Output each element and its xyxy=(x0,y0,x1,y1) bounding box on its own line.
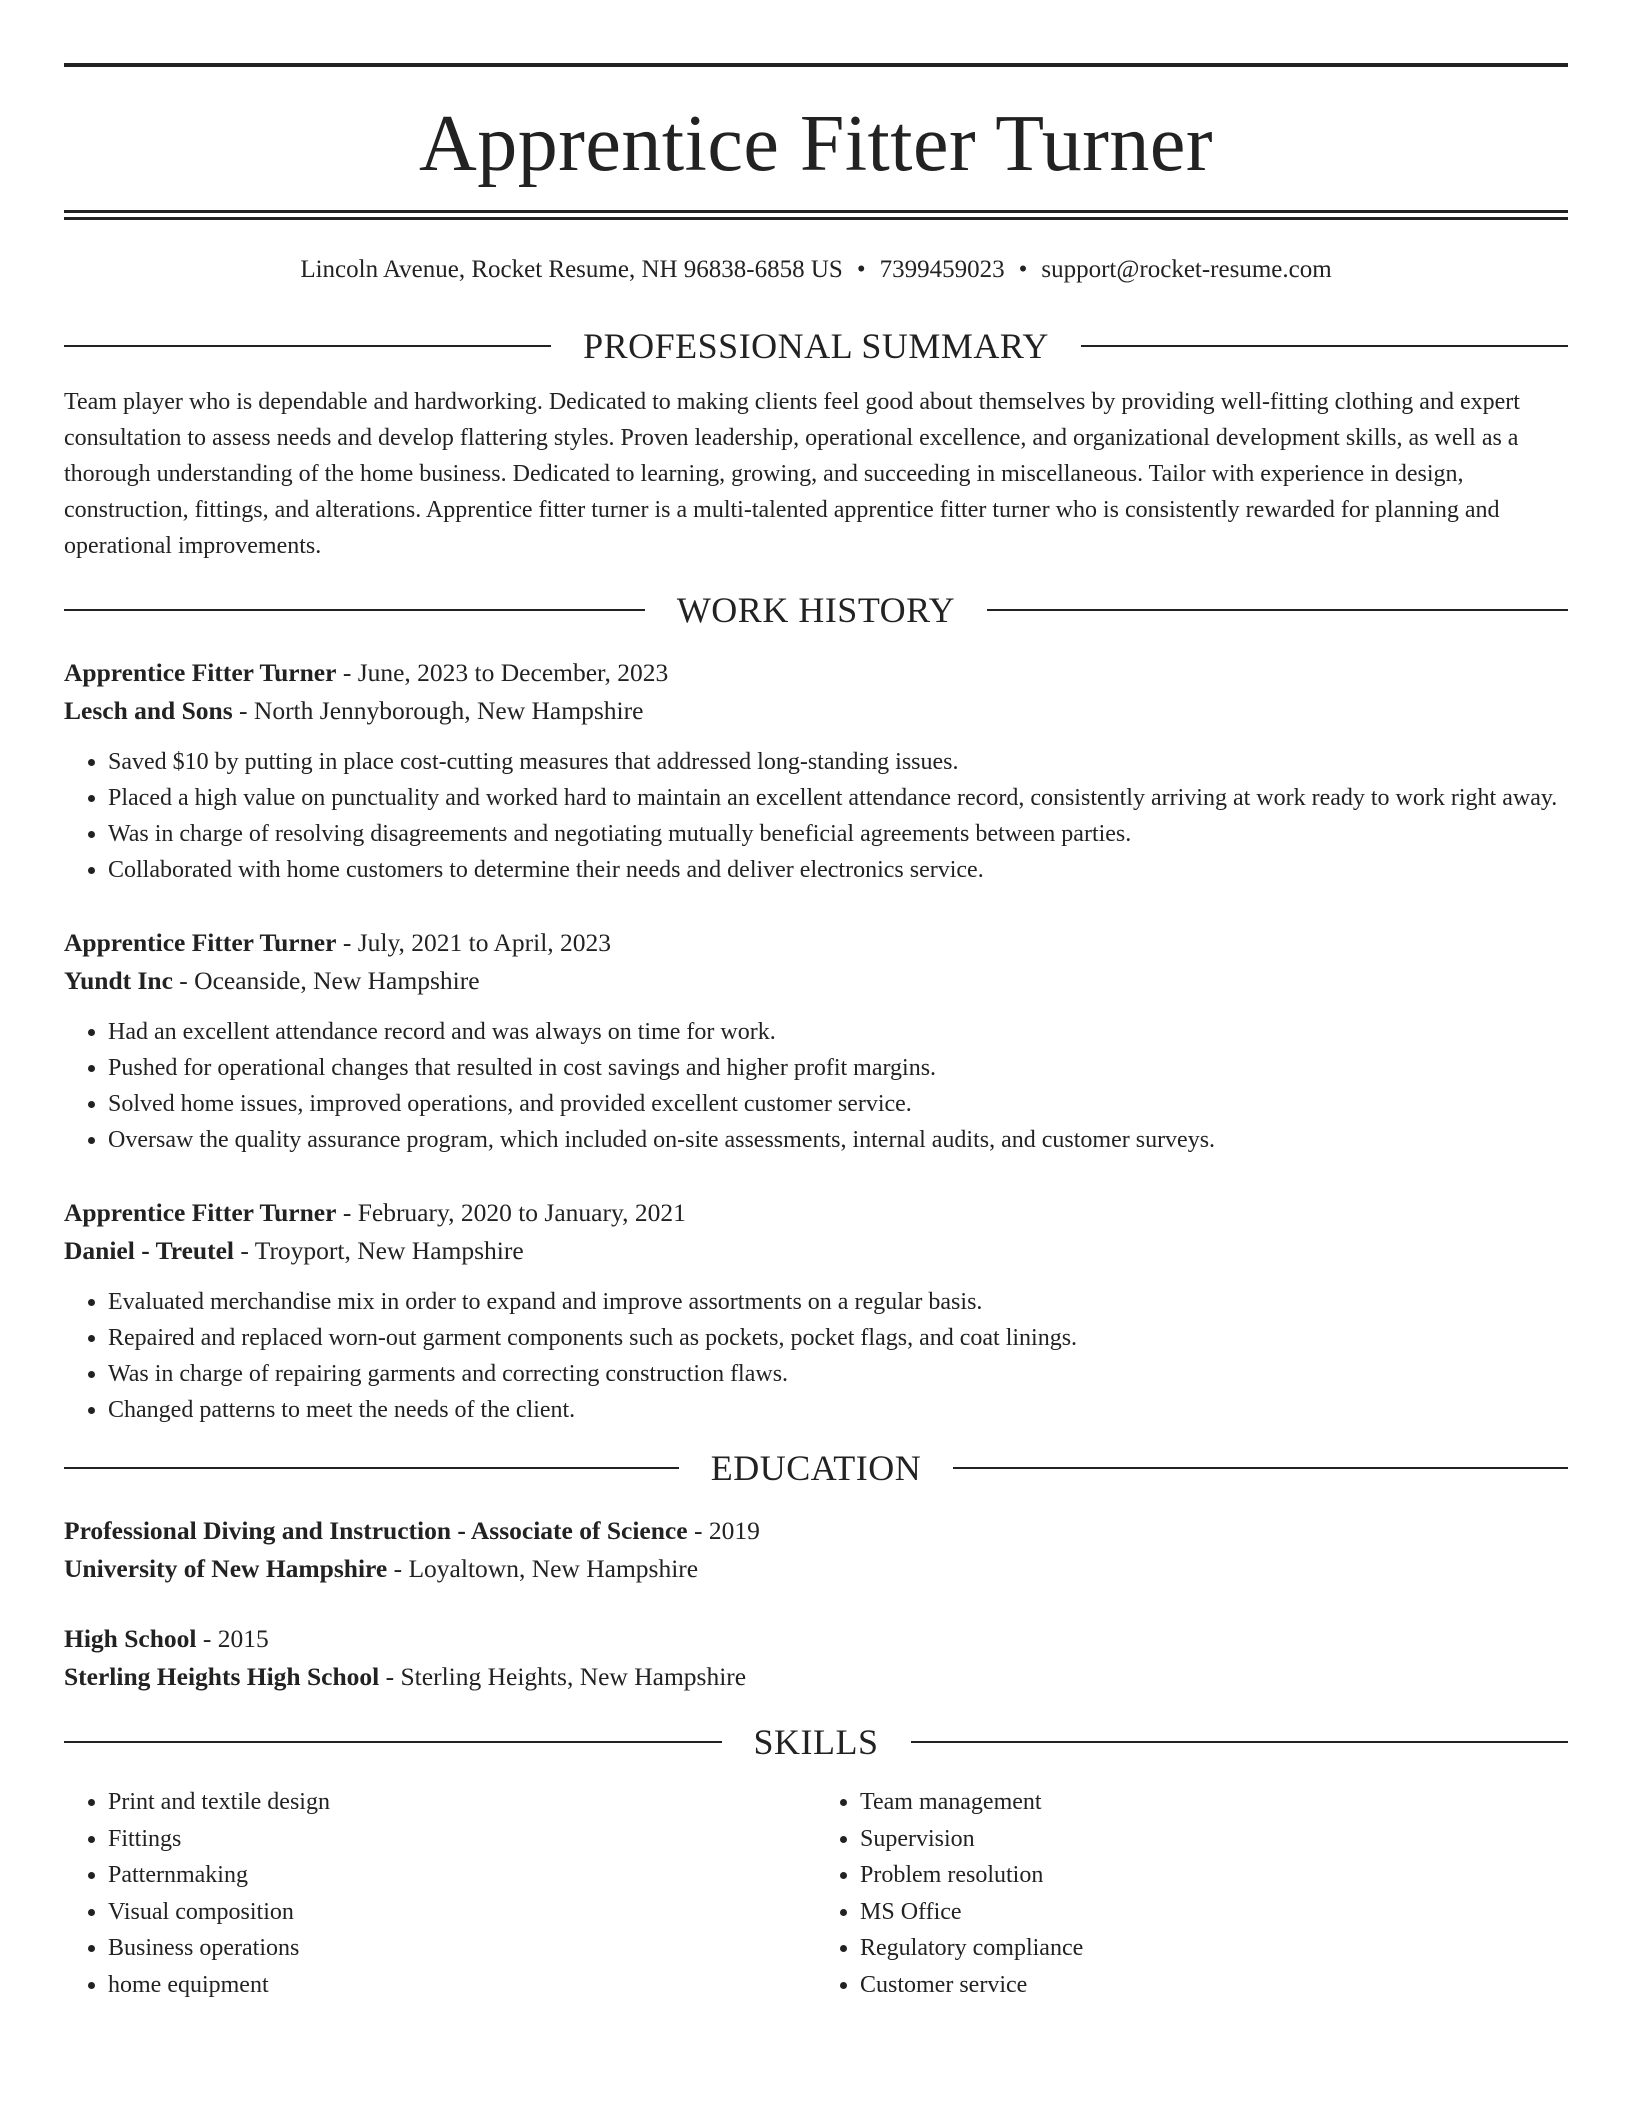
header-double-rule xyxy=(64,210,1568,220)
contact-line xyxy=(64,250,1568,290)
list-item: • Changed patterns to meet the needs of the client. xyxy=(108,1392,1568,1428)
education-school: Sterling Heights High School xyxy=(64,1662,380,1691)
list-item: • Solved home issues, improved operations, and provided excellent customer service. xyxy=(108,1086,1568,1122)
education-school-line xyxy=(64,1550,1568,1588)
skill-item: • Supervision xyxy=(860,1821,1568,1858)
list-item: • Evaluated merchandise mix in order to expand and improve assortments on a regular basis. xyxy=(108,1284,1568,1320)
contact-phone: 7399459023 xyxy=(879,256,1005,283)
job-title-line xyxy=(64,924,1568,962)
job-title-line xyxy=(64,1194,1568,1232)
resume-content xyxy=(64,63,1568,2003)
list-item: • Had an excellent attendance record and was always on time for work. xyxy=(108,1014,1568,1050)
education-year: - 2015 xyxy=(196,1624,269,1653)
job-entry-3 xyxy=(64,1194,1568,1428)
skill-item: • Team management xyxy=(860,1784,1568,1821)
skills-left-column xyxy=(64,1784,816,2003)
job-bullets xyxy=(64,1014,1568,1158)
education-section-heading xyxy=(64,1442,1568,1494)
skills-section-heading xyxy=(64,1716,1568,1768)
heading-rule-left xyxy=(64,609,645,611)
heading-rule-left xyxy=(64,1741,722,1743)
summary-text: Team player who is dependable and hardworking. Dedicated to making clients feel good about themselves by providing well-fitting clothing and expert consultation to assess needs and develop flattering styles. Proven leadership, operational excellence, and organizational development skills, as well as a thorough understanding of the home business. Dedicated to learning, growing, and succeeding in miscellaneous. Tailor with experience in design, construction, fittings, and alterations. Apprentice fitter turner is a multi-talented apprentice fitter turner who is consistently rewarded for planning and operational improvements. xyxy=(64,389,1520,559)
job-company-line xyxy=(64,962,1568,1000)
job-entry-1 xyxy=(64,654,1568,888)
skill-item: • home equipment xyxy=(108,1967,816,2004)
job-location: - Troyport, New Hampshire xyxy=(233,1236,524,1265)
skill-item: • MS Office xyxy=(860,1894,1568,1931)
job-role: Apprentice Fitter Turner xyxy=(64,658,337,687)
summary-section-heading xyxy=(64,320,1568,372)
education-entry-2 xyxy=(64,1620,1568,1696)
heading-rule-left xyxy=(64,345,551,347)
work-section-heading xyxy=(64,584,1568,636)
education-school: University of New Hampshire xyxy=(64,1554,388,1583)
job-company: Lesch and Sons xyxy=(64,696,233,725)
heading-rule-right xyxy=(1081,345,1568,347)
education-degree-line xyxy=(64,1620,1568,1658)
job-company-line xyxy=(64,692,1568,730)
job-dates: - February, 2020 to January, 2021 xyxy=(336,1198,686,1227)
job-company-line xyxy=(64,1232,1568,1270)
education-degree: Professional Diving and Instruction - Associate of Science xyxy=(64,1516,688,1545)
contact-separator: • xyxy=(856,256,866,283)
education-entry-1 xyxy=(64,1512,1568,1588)
skill-item: • Patternmaking xyxy=(108,1857,816,1894)
job-company: Daniel - Treutel xyxy=(64,1236,234,1265)
work-title: WORK HISTORY xyxy=(676,590,956,630)
heading-rule-right xyxy=(987,609,1568,611)
skill-item: • Visual composition xyxy=(108,1894,816,1931)
job-location: - Oceanside, New Hampshire xyxy=(172,966,480,995)
list-item: • Pushed for operational changes that resulted in cost savings and higher profit margins. xyxy=(108,1050,1568,1086)
education-location: - Sterling Heights, New Hampshire xyxy=(379,1662,747,1691)
top-rule xyxy=(64,63,1568,67)
education-location: - Loyaltown, New Hampshire xyxy=(387,1554,699,1583)
skill-item: • Problem resolution xyxy=(860,1857,1568,1894)
list-item: • Was in charge of repairing garments and correcting construction flaws. xyxy=(108,1356,1568,1392)
skills-title: SKILLS xyxy=(753,1722,879,1762)
list-item: • Was in charge of resolving disagreements and negotiating mutually beneficial agreements between parties. xyxy=(108,816,1568,852)
skills-columns xyxy=(64,1784,1568,2003)
contact-address: Lincoln Avenue, Rocket Resume, NH 96838-6858 US xyxy=(300,256,843,283)
candidate-name: Apprentice Fitter Turner xyxy=(418,100,1214,188)
list-item: • Placed a high value on punctuality and worked hard to maintain an excellent attendance record, consistently arriving at work ready to work right away. xyxy=(108,780,1568,816)
education-degree: High School xyxy=(64,1624,197,1653)
contact-email: support@rocket-resume.com xyxy=(1041,256,1332,283)
job-bullets xyxy=(64,744,1568,888)
education-degree-line xyxy=(64,1512,1568,1550)
list-item: • Oversaw the quality assurance program, which included on-site assessments, internal audits, and customer surveys. xyxy=(108,1122,1568,1158)
skill-item: • Business operations xyxy=(108,1930,816,1967)
education-school-line xyxy=(64,1658,1568,1696)
job-role: Apprentice Fitter Turner xyxy=(64,1198,337,1227)
job-dates: - June, 2023 to December, 2023 xyxy=(336,658,669,687)
education-year: - 2019 xyxy=(687,1516,760,1545)
job-entry-2 xyxy=(64,924,1568,1158)
skill-item: • Print and textile design xyxy=(108,1784,816,1821)
job-location: - North Jennyborough, New Hampshire xyxy=(232,696,644,725)
education-title: EDUCATION xyxy=(710,1448,922,1488)
summary-title: PROFESSIONAL SUMMARY xyxy=(583,326,1049,366)
list-item: • Repaired and replaced worn-out garment components such as pockets, pocket flags, and coat linings. xyxy=(108,1320,1568,1356)
contact-separator: • xyxy=(1018,256,1028,283)
heading-rule-left xyxy=(64,1467,679,1469)
list-item: • Saved $10 by putting in place cost-cutting measures that addressed long-standing issues. xyxy=(108,744,1568,780)
skills-right-column xyxy=(816,1784,1568,2003)
job-bullets xyxy=(64,1284,1568,1428)
skill-item: • Fittings xyxy=(108,1821,816,1858)
heading-rule-right xyxy=(953,1467,1568,1469)
list-item: • Collaborated with home customers to determine their needs and deliver electronics service. xyxy=(108,852,1568,888)
heading-rule-right xyxy=(911,1741,1569,1743)
skill-item: • Customer service xyxy=(860,1967,1568,2004)
job-company: Yundt Inc xyxy=(64,966,173,995)
job-title-line xyxy=(64,654,1568,692)
job-role: Apprentice Fitter Turner xyxy=(64,928,337,957)
skill-item: • Regulatory compliance xyxy=(860,1930,1568,1967)
job-dates: - July, 2021 to April, 2023 xyxy=(336,928,612,957)
